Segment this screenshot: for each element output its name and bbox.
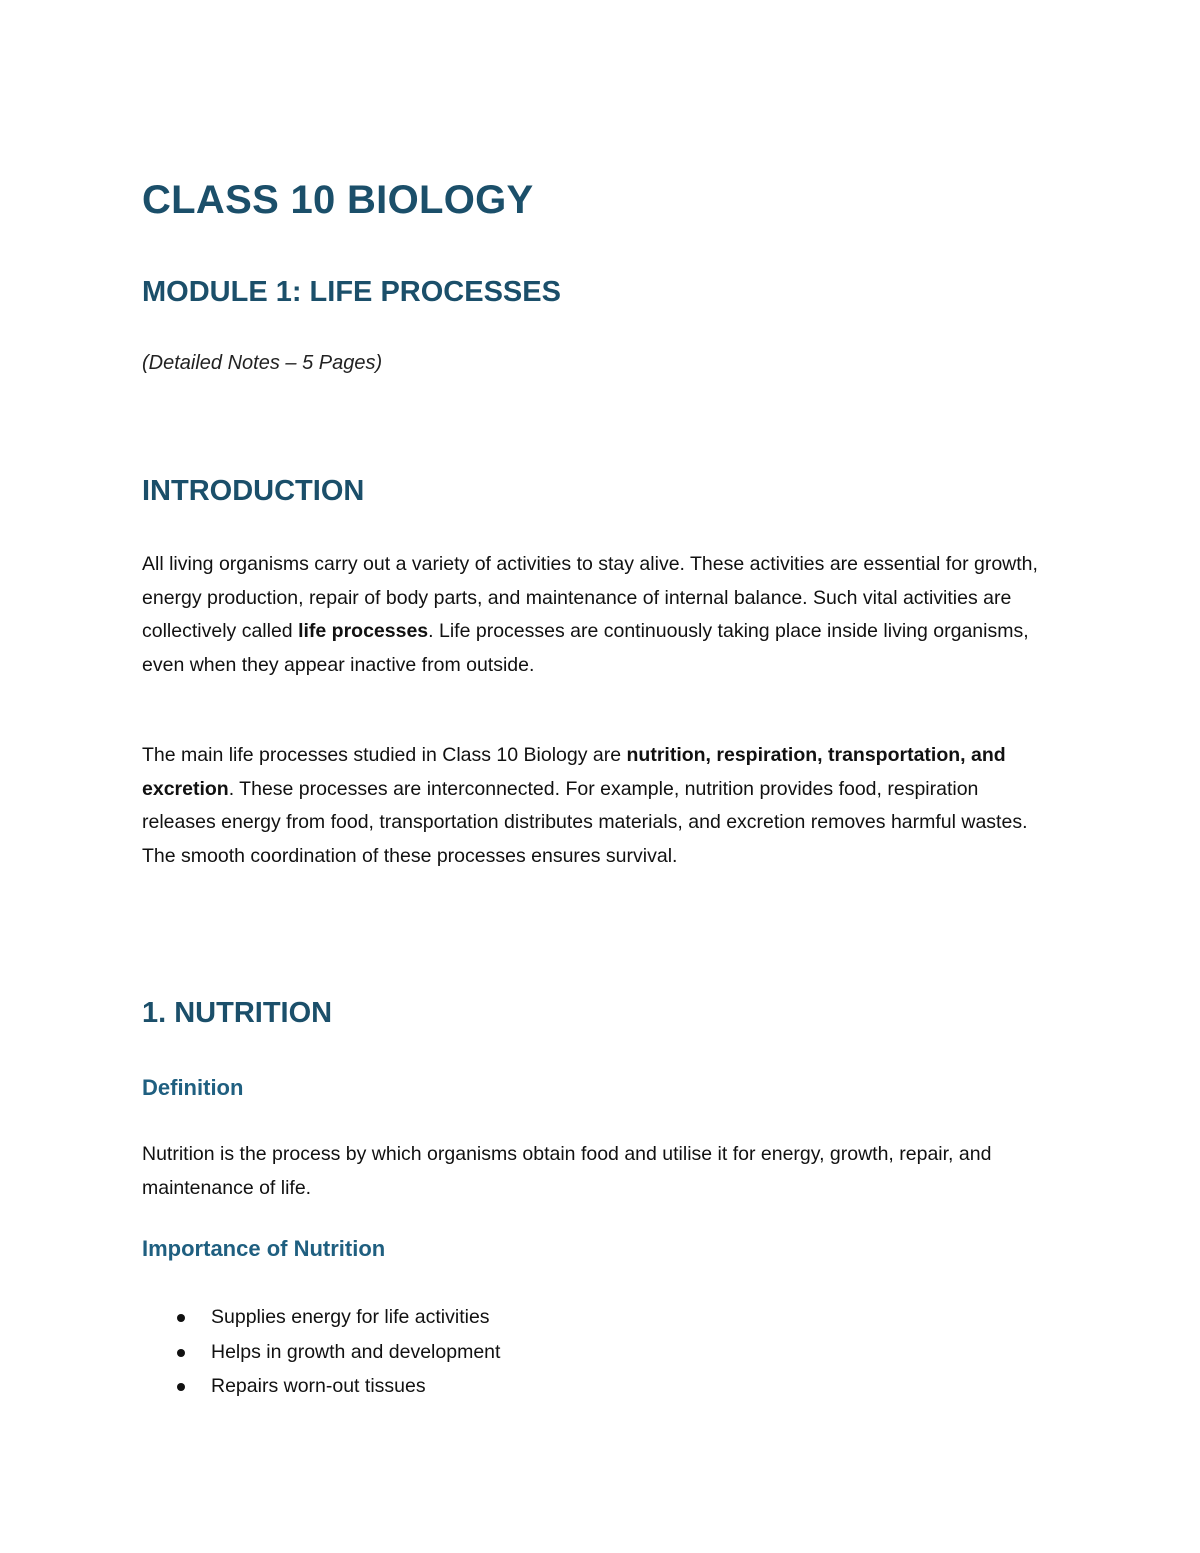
introduction-paragraph-2 (142, 739, 1047, 873)
list-item (142, 1335, 500, 1370)
nutrition-heading: 1. NUTRITION (142, 997, 333, 1029)
introduction-p1-text-a: All living organisms carry out a variety of activities to stay alive. These activities are essential for growth, energy production, repair of body parts, and maintenance of internal balance. Such vital activities are collectively called (142, 553, 1038, 642)
introduction-p1-text-b: . Life processes are continuously taking place inside living organisms, even when they appear inactive from outside. (142, 620, 1029, 676)
bullet-icon (177, 1314, 185, 1322)
bullet-icon (177, 1383, 185, 1391)
introduction-paragraph-1 (142, 548, 1047, 682)
list-item-text: Repairs worn-out tissues (211, 1375, 426, 1397)
list-item-text: Helps in growth and development (211, 1340, 501, 1363)
list-item (142, 1300, 500, 1335)
document-title: CLASS 10 BIOLOGY (142, 178, 534, 222)
introduction-p2-text-a: The main life processes studied in Class 10 Biology are (142, 744, 627, 766)
module-heading: MODULE 1: LIFE PROCESSES (142, 276, 561, 308)
introduction-p2-bold: nutrition, respiration, transportation, and excretion (142, 744, 1006, 800)
document-subtitle: (Detailed Notes – 5 Pages) (142, 352, 383, 374)
introduction-heading: INTRODUCTION (142, 475, 365, 507)
list-item (142, 1369, 500, 1404)
list-item-text: Supplies energy for life activities (211, 1306, 490, 1328)
bullet-icon (177, 1349, 185, 1357)
definition-paragraph: Nutrition is the process by which organisms obtain food and utilise it for energy, growth, repair, and maintenance of life. (142, 1143, 992, 1199)
definition-heading: Definition (142, 1075, 244, 1100)
introduction-p2-text-b: . These processes are interconnected. For example, nutrition provides food, respiration releases energy from food, transportation distributes materials, and excretion removes harmful wastes. The smooth coordination of these processes ensures survival. (142, 777, 1028, 867)
importance-list (142, 1300, 500, 1404)
introduction-p1-bold: life processes (298, 620, 429, 642)
importance-heading: Importance of Nutrition (142, 1236, 386, 1261)
